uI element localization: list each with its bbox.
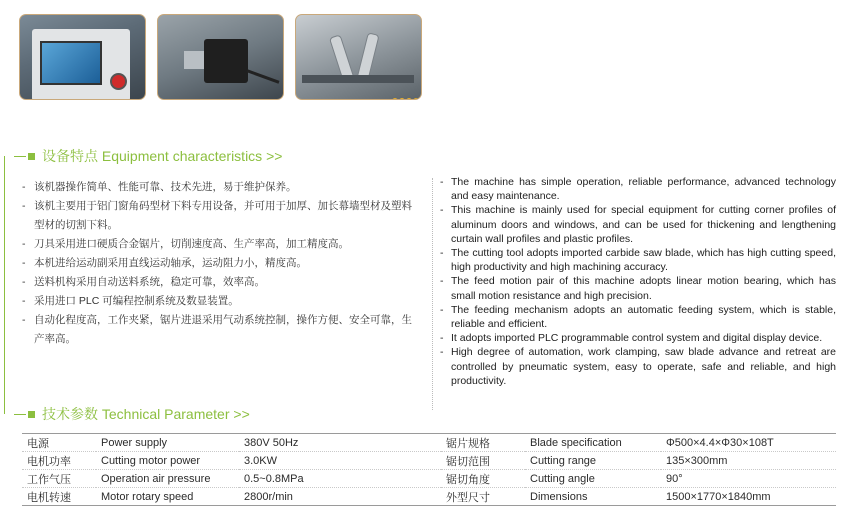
- param-cn-label: 工作气压: [22, 470, 96, 488]
- list-item-text: The feed motion pair of this machine adopts linear motion bearing, which has small motion resistance and high precision.: [451, 275, 836, 302]
- hmi-panel: [32, 29, 130, 100]
- characteristics-list-cn: [22, 178, 422, 349]
- motor-shaft: [184, 51, 206, 69]
- param-cn-label: 锯片规格: [441, 434, 525, 452]
- list-item-text: 自动化程度高，工作夹紧，锯片进退采用气动系统控制，操作方便、安全可靠，生产率高。: [34, 314, 412, 345]
- param-cn-label: 外型尺寸: [441, 488, 525, 506]
- list-item-text: 刀具采用进口硬质合金锯片，切削速度高、生产率高，加工精度高。: [34, 238, 349, 250]
- list-item: [22, 197, 422, 235]
- list-item: [440, 331, 836, 345]
- param-cn-label: 锯切角度: [441, 470, 525, 488]
- servo-motor-icon: [204, 39, 248, 83]
- list-item-text: The cutting tool adopts imported carbide saw blade, which has high cutting speed, high productivity and high machining accuracy.: [451, 247, 836, 274]
- table-row: [22, 452, 836, 470]
- list-item-text: 该机器操作简单、性能可靠、技术先进，易于维护保养。: [34, 181, 297, 193]
- list-item: [440, 246, 836, 274]
- parameter-title: 技术参数 Technical Parameter >>: [42, 406, 250, 422]
- list-item: [440, 175, 836, 203]
- section-line: [4, 156, 5, 414]
- list-item-text: This machine is mainly used for special equipment for cutting corner profiles of aluminum doors and windows, and can be used for thickening and lengthening curtain wall profiles and plastic profiles.: [451, 204, 836, 245]
- table-row: [22, 470, 836, 488]
- header-square-icon: [28, 153, 35, 160]
- list-item: [22, 292, 422, 311]
- param-en-label: Cutting motor power: [96, 452, 239, 470]
- clamping-fixture-photo: [295, 14, 422, 100]
- list-item: [22, 178, 422, 197]
- param-value: Φ500×4.4×Φ30×108T: [661, 434, 836, 452]
- list-item-text: It adopts imported PLC programmable control system and digital display device.: [451, 332, 823, 345]
- param-cn-label: 锯切范围: [441, 452, 525, 470]
- param-en-label: Operation air pressure: [96, 470, 239, 488]
- list-item: [22, 311, 422, 349]
- param-cn-label: 电源: [22, 434, 96, 452]
- column-divider: [432, 178, 433, 410]
- bullet-dash: -: [440, 346, 444, 359]
- param-en-label: Power supply: [96, 434, 239, 452]
- list-item-text: 该机主要用于铝门窗角码型材下料专用设备，并可用于加厚、加长幕墙型材及塑料型材的切割下料。: [34, 200, 412, 231]
- parameter-header: [14, 404, 250, 424]
- bullet-dash: -: [22, 181, 26, 193]
- param-cn-label: 电机转速: [22, 488, 96, 506]
- header-tick: [14, 156, 26, 157]
- param-value: 0.5~0.8MPa: [239, 470, 441, 488]
- table-row: [22, 434, 836, 452]
- param-value: 2800r/min: [239, 488, 441, 506]
- parameter-table: [22, 433, 836, 506]
- param-en-label: Cutting angle: [525, 470, 661, 488]
- list-item-text: 采用进口 PLC 可编程控制系统及数显装置。: [34, 295, 239, 307]
- list-item: [22, 273, 422, 292]
- characteristics-title: 设备特点 Equipment characteristics >>: [42, 148, 283, 164]
- bullet-dash: -: [440, 332, 444, 345]
- control-panel-photo: [19, 14, 146, 100]
- param-en-label: Blade specification: [525, 434, 661, 452]
- fixture-bar: [302, 75, 414, 83]
- list-item: [440, 303, 836, 331]
- bullet-dash: -: [22, 295, 26, 307]
- bullet-dash: -: [440, 303, 444, 316]
- motor-cable: [247, 69, 280, 83]
- list-item-text: High degree of automation, work clamping, saw blade advance and retreat are controlled by pneumatic system, easy to operate, safe and reliable, and high productivity.: [451, 346, 836, 387]
- list-item-text: 本机进给运动副采用直线运动轴承，运动阻力小，精度高。: [34, 257, 307, 269]
- param-value: 135×300mm: [661, 452, 836, 470]
- list-item-text: 送料机构采用自动送料系统，稳定可靠，效率高。: [34, 276, 265, 288]
- bullet-dash: -: [440, 176, 444, 188]
- bullet-dash: -: [22, 200, 26, 212]
- list-item-text: The machine has simple operation, reliable performance, advanced technology and easy maintenance.: [451, 176, 836, 203]
- param-value: 90°: [661, 470, 836, 488]
- param-value: 380V 50Hz: [239, 434, 441, 452]
- param-en-label: Dimensions: [525, 488, 661, 506]
- param-en-label: Cutting range: [525, 452, 661, 470]
- param-cn-label: 电机功率: [22, 452, 96, 470]
- bullet-dash: -: [440, 247, 444, 260]
- param-en-label: Motor rotary speed: [96, 488, 239, 506]
- servo-motor-photo: [157, 14, 284, 100]
- param-value: 1500×1770×1840mm: [661, 488, 836, 506]
- bullet-dash: -: [22, 314, 26, 326]
- list-item: [440, 345, 836, 388]
- param-value: 3.0KW: [239, 452, 441, 470]
- list-item: [440, 274, 836, 302]
- touch-screen: [40, 41, 102, 85]
- bullet-dash: -: [440, 275, 444, 288]
- bullet-dash: -: [22, 276, 26, 288]
- pneumatic-fittings: [392, 91, 422, 99]
- table-row: [22, 488, 836, 506]
- bullet-dash: -: [440, 204, 444, 217]
- bullet-dash: -: [22, 257, 26, 269]
- characteristics-header: [14, 146, 282, 166]
- list-item: [22, 235, 422, 254]
- list-item: [22, 254, 422, 273]
- list-item-text: The feeding mechanism adopts an automatic feeding system, which is stable, reliable and efficient.: [451, 303, 836, 331]
- bullet-dash: -: [22, 238, 26, 250]
- header-tick: [14, 414, 26, 415]
- list-item: [440, 203, 836, 246]
- characteristics-list-en: [440, 175, 836, 388]
- emergency-stop-icon: [110, 73, 127, 90]
- header-square-icon: [28, 411, 35, 418]
